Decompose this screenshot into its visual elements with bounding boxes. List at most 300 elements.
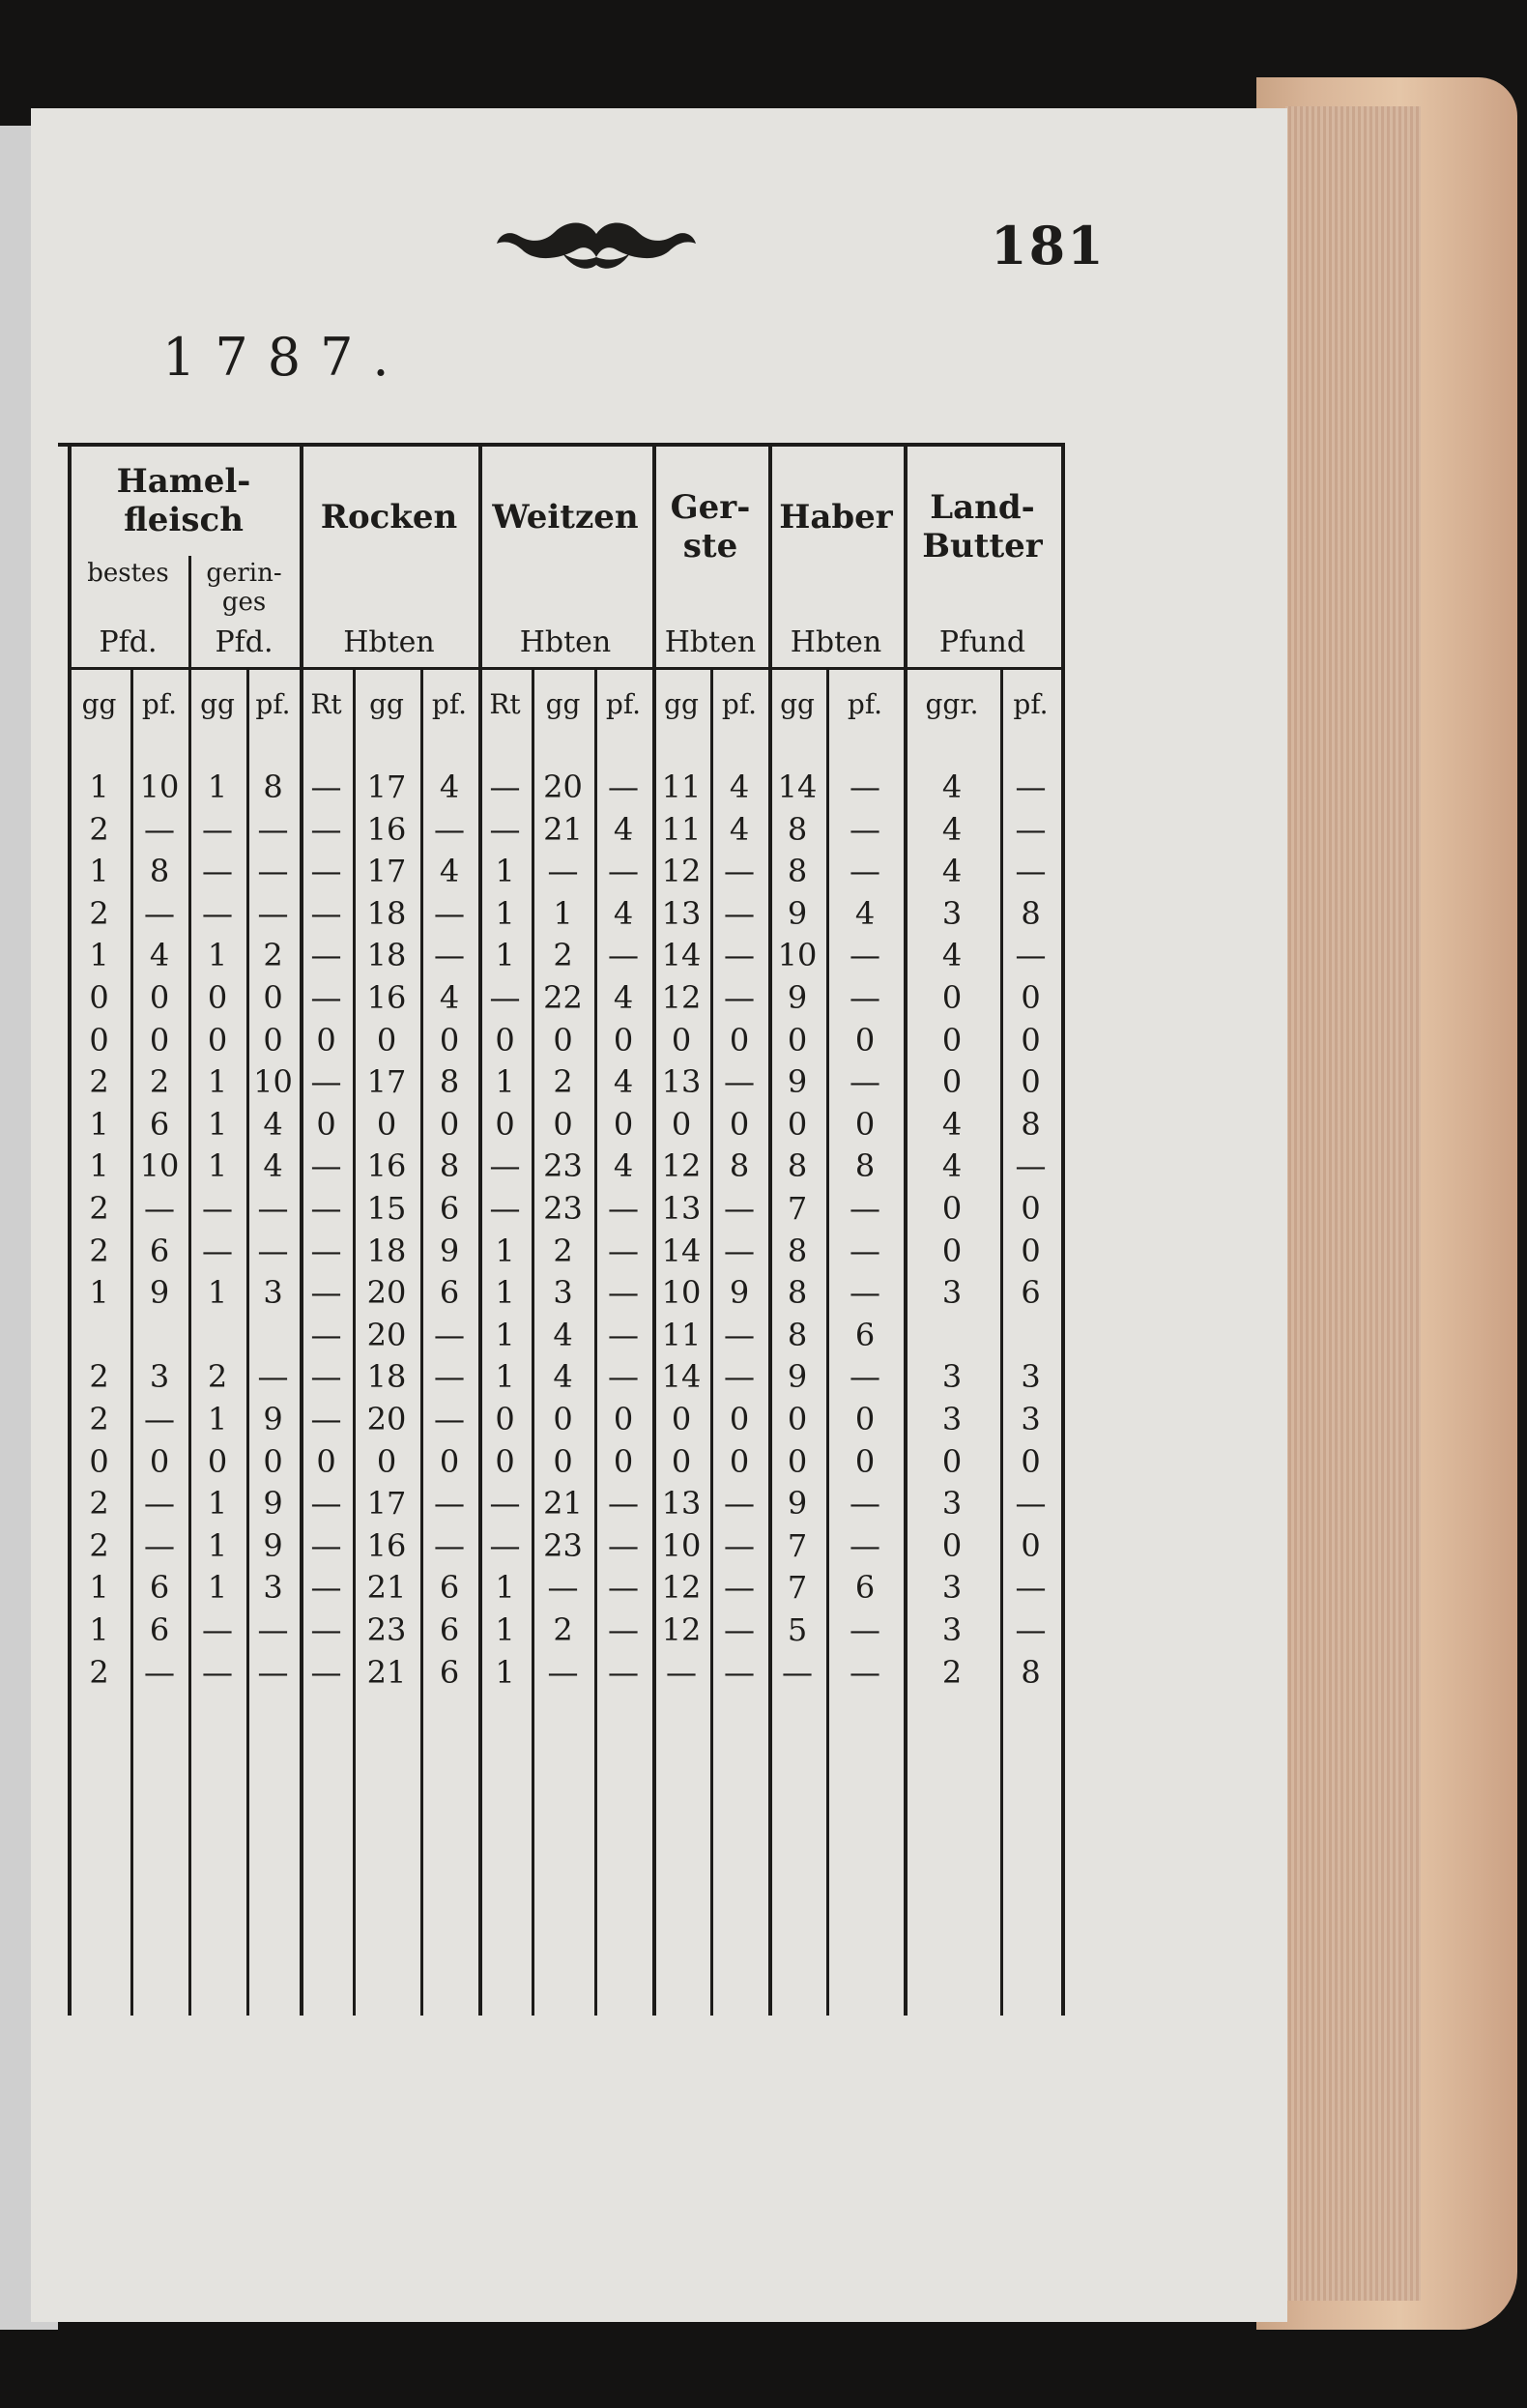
table-cell: 3 — [263, 1274, 283, 1312]
table-cell: — — [850, 979, 880, 1016]
table-cell: 1 — [207, 1147, 228, 1185]
table-cell: 18 — [366, 1358, 407, 1396]
table-cell: 1 — [207, 1569, 228, 1607]
table-cell: 21 — [543, 1485, 583, 1523]
table-cell: 0 — [671, 1442, 692, 1480]
table-cell: 0 — [787, 1401, 808, 1437]
table-cell: — — [202, 1232, 233, 1269]
table-cell: — — [608, 853, 639, 890]
table-cell: — — [310, 1485, 342, 1523]
table-cell: 4 — [439, 979, 460, 1016]
table-cell: — — [724, 1063, 755, 1101]
table-cell: 6 — [439, 1190, 460, 1227]
table-cell: 0 — [941, 979, 963, 1016]
column-header: gg — [664, 688, 699, 720]
table-cell: 13 — [661, 1190, 702, 1227]
table-cell: 0 — [1021, 1526, 1041, 1564]
table-cell: — — [608, 1274, 639, 1312]
table-cell: 2 — [89, 1358, 109, 1396]
table-cell: 1 — [495, 937, 515, 974]
table-cell: — — [608, 1526, 639, 1564]
table-cell: — — [608, 1485, 639, 1523]
table-cell: — — [434, 810, 465, 848]
table-cell: 0 — [149, 979, 170, 1016]
table-cell: 23 — [543, 1190, 583, 1227]
column-header: gg — [81, 688, 117, 720]
table-cell: 2 — [941, 1653, 963, 1691]
page-number: 181 — [991, 215, 1106, 276]
table-cell: 11 — [661, 769, 702, 805]
table-cell: 2 — [207, 1358, 228, 1396]
table-cell: — — [850, 1611, 880, 1648]
table-cell: — — [850, 853, 880, 890]
table-cell: 0 — [941, 1063, 963, 1101]
table-cell: 0 — [1021, 1442, 1041, 1480]
table-cell: 4 — [613, 1063, 634, 1101]
table-cell: 3 — [941, 1569, 963, 1607]
table-cell: 0 — [854, 1401, 876, 1437]
table-cell: 0 — [671, 1401, 692, 1437]
table-cell: — — [489, 1526, 521, 1564]
table-cell: 4 — [613, 979, 634, 1016]
table-cell: 1 — [89, 1274, 109, 1312]
table-cell: 8 — [854, 1147, 876, 1185]
table-cell: — — [434, 1358, 465, 1396]
table-cell: 6 — [1021, 1274, 1041, 1312]
table-cell: 10 — [253, 1063, 293, 1101]
table-cell: — — [724, 894, 755, 932]
table-cell: 13 — [661, 1063, 702, 1101]
table-cell: — — [608, 1569, 639, 1607]
table-cell: — — [310, 894, 342, 932]
table-cell: — — [547, 1569, 579, 1607]
table-cell: 4 — [729, 769, 750, 805]
table-cell: 1 — [207, 937, 228, 974]
table-cell: — — [850, 1653, 880, 1691]
table-cell: 0 — [854, 1105, 876, 1143]
table-cell: 1 — [495, 1274, 515, 1312]
table-cell: — — [310, 1147, 342, 1185]
table-cell: — — [1015, 769, 1047, 805]
table-cell: 14 — [661, 937, 702, 974]
table-cell: 1 — [495, 1316, 515, 1353]
table-cell: — — [666, 1653, 697, 1691]
column-header: pf. — [1013, 688, 1049, 720]
table-cell: 0 — [553, 1105, 573, 1143]
table-cell: 1 — [495, 1232, 515, 1269]
table-cell: 14 — [661, 1232, 702, 1269]
table-cell: 0 — [787, 1105, 808, 1143]
table-cell: — — [489, 979, 521, 1016]
table-cell: 2 — [89, 1653, 109, 1691]
table-cell: — — [257, 810, 289, 848]
table-cell: 6 — [439, 1611, 460, 1648]
table-cell: — — [489, 1190, 521, 1227]
group-subtitle: bestes — [87, 559, 169, 588]
table-cell: — — [202, 1653, 233, 1691]
table-cell: 23 — [366, 1611, 407, 1648]
table-cell: 3 — [1021, 1358, 1041, 1396]
table-cell: 8 — [787, 810, 808, 848]
table-cell: 18 — [366, 937, 407, 974]
table-cell: — — [310, 1063, 342, 1101]
table-cell: — — [782, 1653, 813, 1691]
table-cell: — — [850, 769, 880, 805]
table-cell: 10 — [661, 1274, 702, 1312]
table-cell: 11 — [661, 810, 702, 848]
group-title: Rocken — [320, 498, 458, 537]
table-cell: 6 — [149, 1105, 170, 1143]
table-cell: 0 — [1021, 1021, 1041, 1059]
table-cell: 6 — [439, 1653, 460, 1691]
table-cell: 8 — [149, 853, 170, 890]
table-cell: 23 — [543, 1147, 583, 1185]
table-cell: 0 — [207, 1021, 228, 1059]
table-cell: 17 — [366, 853, 407, 890]
table-cell: 0 — [495, 1021, 515, 1059]
table-cell — [188, 1315, 246, 1355]
table-cell: 0 — [89, 979, 109, 1016]
table-cell: — — [608, 1358, 639, 1396]
table-cell: — — [850, 1274, 880, 1312]
table-cell — [130, 1315, 188, 1355]
table-cell: 0 — [941, 1190, 963, 1227]
table-cell: 4 — [553, 1316, 573, 1353]
table-cell: — — [724, 1485, 755, 1523]
table-cell: 9 — [787, 1485, 808, 1523]
table-cell: — — [144, 810, 175, 848]
table-cell: 0 — [941, 1232, 963, 1269]
table-cell: 4 — [941, 1147, 963, 1185]
table-cell: 0 — [613, 1401, 634, 1437]
table-cell: 1 — [207, 1485, 228, 1523]
table-cell: 9 — [439, 1232, 460, 1269]
page-stack — [1285, 106, 1421, 2301]
table-cell: 14 — [661, 1358, 702, 1396]
table-cell: 1 — [89, 1147, 109, 1185]
table-cell: — — [257, 1653, 289, 1691]
table-cell: — — [310, 853, 342, 890]
table-cell: 1 — [207, 769, 228, 805]
unit-label: Pfund — [938, 625, 1026, 659]
table-cell: 1 — [89, 1569, 109, 1607]
table-cell: 8 — [729, 1147, 750, 1185]
table-cell: 0 — [316, 1021, 336, 1059]
table-cell: 9 — [787, 1358, 808, 1396]
unit-label: Hbten — [343, 625, 435, 659]
table-cell: — — [310, 1653, 342, 1691]
table-cell: 11 — [661, 1316, 702, 1353]
column-header: ggr. — [925, 688, 979, 720]
table-cell: 0 — [495, 1105, 515, 1143]
table-cell: 9 — [149, 1274, 170, 1312]
table-cell: 13 — [661, 1485, 702, 1523]
table-cell: 1 — [495, 853, 515, 890]
table-cell: 0 — [149, 1021, 170, 1059]
table-cell: 10 — [661, 1526, 702, 1564]
table-cell: 0 — [671, 1021, 692, 1059]
table-cell: — — [144, 1485, 175, 1523]
table-cell: 3 — [149, 1358, 170, 1396]
table-cell: 12 — [661, 979, 702, 1016]
table-cell: 12 — [661, 853, 702, 890]
table-cell: 2 — [263, 937, 283, 974]
table-cell: 1 — [207, 1401, 228, 1437]
table-cell: 4 — [729, 810, 750, 848]
column-header: pf. — [255, 688, 291, 720]
table-cell: — — [850, 1190, 880, 1227]
table-cell: 6 — [149, 1232, 170, 1269]
table-cell: — — [724, 1653, 755, 1691]
table-cell: 2 — [553, 1063, 573, 1101]
table-cell: 10 — [139, 1147, 180, 1185]
table-cell: — — [1015, 810, 1047, 848]
table-cell: 4 — [941, 1105, 963, 1143]
table-cell: 2 — [89, 1485, 109, 1523]
table-cell: — — [310, 1569, 342, 1607]
table-cell: 0 — [1021, 979, 1041, 1016]
table-cell: 0 — [316, 1442, 336, 1480]
column-header: gg — [369, 688, 404, 720]
table-cell: 0 — [1021, 1063, 1041, 1101]
table-cell: — — [202, 853, 233, 890]
table-cell: — — [724, 1190, 755, 1227]
table-cell: — — [310, 1401, 342, 1437]
table-cell: — — [547, 1653, 579, 1691]
table-cell: — — [310, 769, 342, 805]
table-cell: 20 — [366, 1316, 407, 1353]
table-cell: 0 — [613, 1021, 634, 1059]
table-cell: — — [608, 1190, 639, 1227]
table-cell: 18 — [366, 1232, 407, 1269]
table-cell: — — [144, 1190, 175, 1227]
table-cell: 2 — [89, 1190, 109, 1227]
group-title: Land- Butter — [922, 488, 1043, 566]
table-cell: — — [724, 937, 755, 974]
table-cell: 0 — [854, 1442, 876, 1480]
year-heading: 1787. — [162, 327, 409, 388]
table-cell: 5 — [787, 1611, 808, 1648]
table-cell: 23 — [543, 1526, 583, 1564]
table-cell: 0 — [941, 1526, 963, 1564]
table-cell: 16 — [366, 1526, 407, 1564]
table-cell: 8 — [439, 1063, 460, 1101]
table-cell: — — [257, 1190, 289, 1227]
table-cell: 8 — [439, 1147, 460, 1185]
table-cell: — — [547, 853, 579, 890]
table-cell: — — [724, 979, 755, 1016]
table-cell: 2 — [553, 1611, 573, 1648]
table-cell: 0 — [729, 1105, 750, 1143]
table-cell: — — [1015, 1147, 1047, 1185]
table-cell: 0 — [89, 1021, 109, 1059]
group-title: Weitzen — [492, 498, 639, 537]
table-cell: 1 — [207, 1274, 228, 1312]
table-cell: 8 — [1021, 1653, 1041, 1691]
table-cell: — — [310, 810, 342, 848]
table-cell: — — [310, 1611, 342, 1648]
table-cell — [1000, 1315, 1061, 1355]
table-cell: 9 — [729, 1274, 750, 1312]
table-cell: 0 — [316, 1105, 336, 1143]
table-cell: — — [144, 1653, 175, 1691]
table-cell: 9 — [263, 1526, 283, 1564]
table-cell: 1 — [89, 853, 109, 890]
table-cell: — — [434, 1526, 465, 1564]
table-cell: 17 — [366, 1485, 407, 1523]
table-cell: — — [724, 1526, 755, 1564]
table-cell: 0 — [149, 1442, 170, 1480]
table-cell: 0 — [553, 1021, 573, 1059]
group-subtitle: gerin- ges — [206, 559, 282, 617]
table-cell: 0 — [941, 1021, 963, 1059]
table-cell: 3 — [1021, 1401, 1041, 1437]
table-cell: 3 — [263, 1569, 283, 1607]
table-cell: — — [608, 769, 639, 805]
table-cell: 0 — [1021, 1190, 1041, 1227]
table-cell: 2 — [89, 1526, 109, 1564]
table-cell: — — [1015, 1569, 1047, 1607]
table-cell: 0 — [729, 1442, 750, 1480]
table-cell: 16 — [366, 810, 407, 848]
table-cell: 0 — [263, 979, 283, 1016]
table-cell: 7 — [787, 1569, 808, 1607]
column-header: Rt — [489, 688, 521, 720]
table-cell: — — [608, 1232, 639, 1269]
table-cell: — — [310, 937, 342, 974]
table-cell: — — [1015, 1611, 1047, 1648]
group-title: Hamel- fleisch — [116, 462, 251, 539]
table-cell: — — [850, 810, 880, 848]
table-cell: 10 — [139, 769, 180, 805]
table-cell: 4 — [263, 1147, 283, 1185]
table-cell — [246, 1315, 300, 1355]
table-cell: 2 — [89, 810, 109, 848]
table-cell: — — [850, 1358, 880, 1396]
table-cell: 0 — [207, 979, 228, 1016]
table-cell: 7 — [787, 1190, 808, 1227]
table-cell: 0 — [207, 1442, 228, 1480]
table-cell: 2 — [553, 1232, 573, 1269]
table-cell: 0 — [439, 1442, 460, 1480]
table-cell: — — [724, 1316, 755, 1353]
table-cell: 3 — [941, 1611, 963, 1648]
table-cell: 0 — [613, 1105, 634, 1143]
table-cell: — — [202, 894, 233, 932]
table-cell: 8 — [787, 1274, 808, 1312]
table-cell: 0 — [854, 1021, 876, 1059]
table-cell: — — [489, 1147, 521, 1185]
table-cell: — — [257, 1358, 289, 1396]
table-cell: — — [202, 1611, 233, 1648]
table-cell: 6 — [149, 1569, 170, 1607]
table-cell: — — [724, 1232, 755, 1269]
table-cell: 0 — [376, 1021, 397, 1059]
table-cell: 8 — [1021, 894, 1041, 932]
table-cell: — — [1015, 1485, 1047, 1523]
table-cell: 17 — [366, 769, 407, 805]
table-cell: — — [257, 1232, 289, 1269]
table-cell: 12 — [661, 1569, 702, 1607]
table-cell: 0 — [439, 1021, 460, 1059]
table-cell: 0 — [495, 1401, 515, 1437]
table-cell: 14 — [777, 769, 818, 805]
table-cell: 0 — [787, 1021, 808, 1059]
table-cell: — — [310, 1316, 342, 1353]
table-cell: 2 — [89, 894, 109, 932]
table-cell: 0 — [376, 1442, 397, 1480]
table-cell: 18 — [366, 894, 407, 932]
table-cell: 0 — [729, 1021, 750, 1059]
column-header: pf. — [605, 688, 642, 720]
unit-rule — [68, 667, 1061, 670]
table-cell: 4 — [613, 1147, 634, 1185]
table-cell: 20 — [366, 1274, 407, 1312]
unit-label: Hbten — [664, 625, 757, 659]
table-cell: 0 — [941, 1442, 963, 1480]
table-cell: 4 — [613, 894, 634, 932]
table-cell: 1 — [495, 1569, 515, 1607]
table-cell: 10 — [777, 937, 818, 974]
unit-label: Hbten — [519, 625, 612, 659]
table-cell: — — [434, 1401, 465, 1437]
table-cell: 1 — [89, 769, 109, 805]
column-header: pf. — [141, 688, 178, 720]
table-cell: 3 — [941, 1358, 963, 1396]
unit-label: Pfd. — [99, 625, 158, 659]
table-cell: — — [850, 1526, 880, 1564]
table-cell: 16 — [366, 979, 407, 1016]
table-cell: 4 — [553, 1358, 573, 1396]
table-cell: — — [144, 1526, 175, 1564]
table-cell: 8 — [787, 1147, 808, 1185]
table-cell: — — [489, 769, 521, 805]
table-cell: — — [434, 1485, 465, 1523]
table-cell: 1 — [553, 894, 573, 932]
table-cell: 20 — [366, 1401, 407, 1437]
table-cell: 8 — [263, 769, 283, 805]
table-cell: 3 — [941, 894, 963, 932]
table-cell: 1 — [89, 1611, 109, 1648]
table-cell: 12 — [661, 1611, 702, 1648]
table-cell: 1 — [495, 1358, 515, 1396]
table-cell: 6 — [439, 1274, 460, 1312]
table-cell: — — [202, 1190, 233, 1227]
table-cell: — — [144, 894, 175, 932]
table-cell: — — [144, 1401, 175, 1437]
table-cell: 9 — [787, 894, 808, 932]
table-cell: 0 — [553, 1442, 573, 1480]
table-cell: — — [850, 1232, 880, 1269]
table-cell: 0 — [787, 1442, 808, 1480]
table-cell: 4 — [613, 810, 634, 848]
table-cell: 0 — [439, 1105, 460, 1143]
table-cell: — — [257, 853, 289, 890]
table-cell: — — [310, 1526, 342, 1564]
column-header: gg — [545, 688, 581, 720]
table-cell: — — [434, 1316, 465, 1353]
table-cell: — — [850, 1485, 880, 1523]
table-cell: 2 — [149, 1063, 170, 1101]
table-cell: 8 — [787, 1232, 808, 1269]
table-cell: — — [608, 937, 639, 974]
table-cell: 3 — [941, 1401, 963, 1437]
group-title: Haber — [779, 498, 893, 537]
table-cell: 16 — [366, 1147, 407, 1185]
table-cell: — — [850, 1063, 880, 1101]
table-cell: 4 — [149, 937, 170, 974]
table-cell: 4 — [941, 853, 963, 890]
